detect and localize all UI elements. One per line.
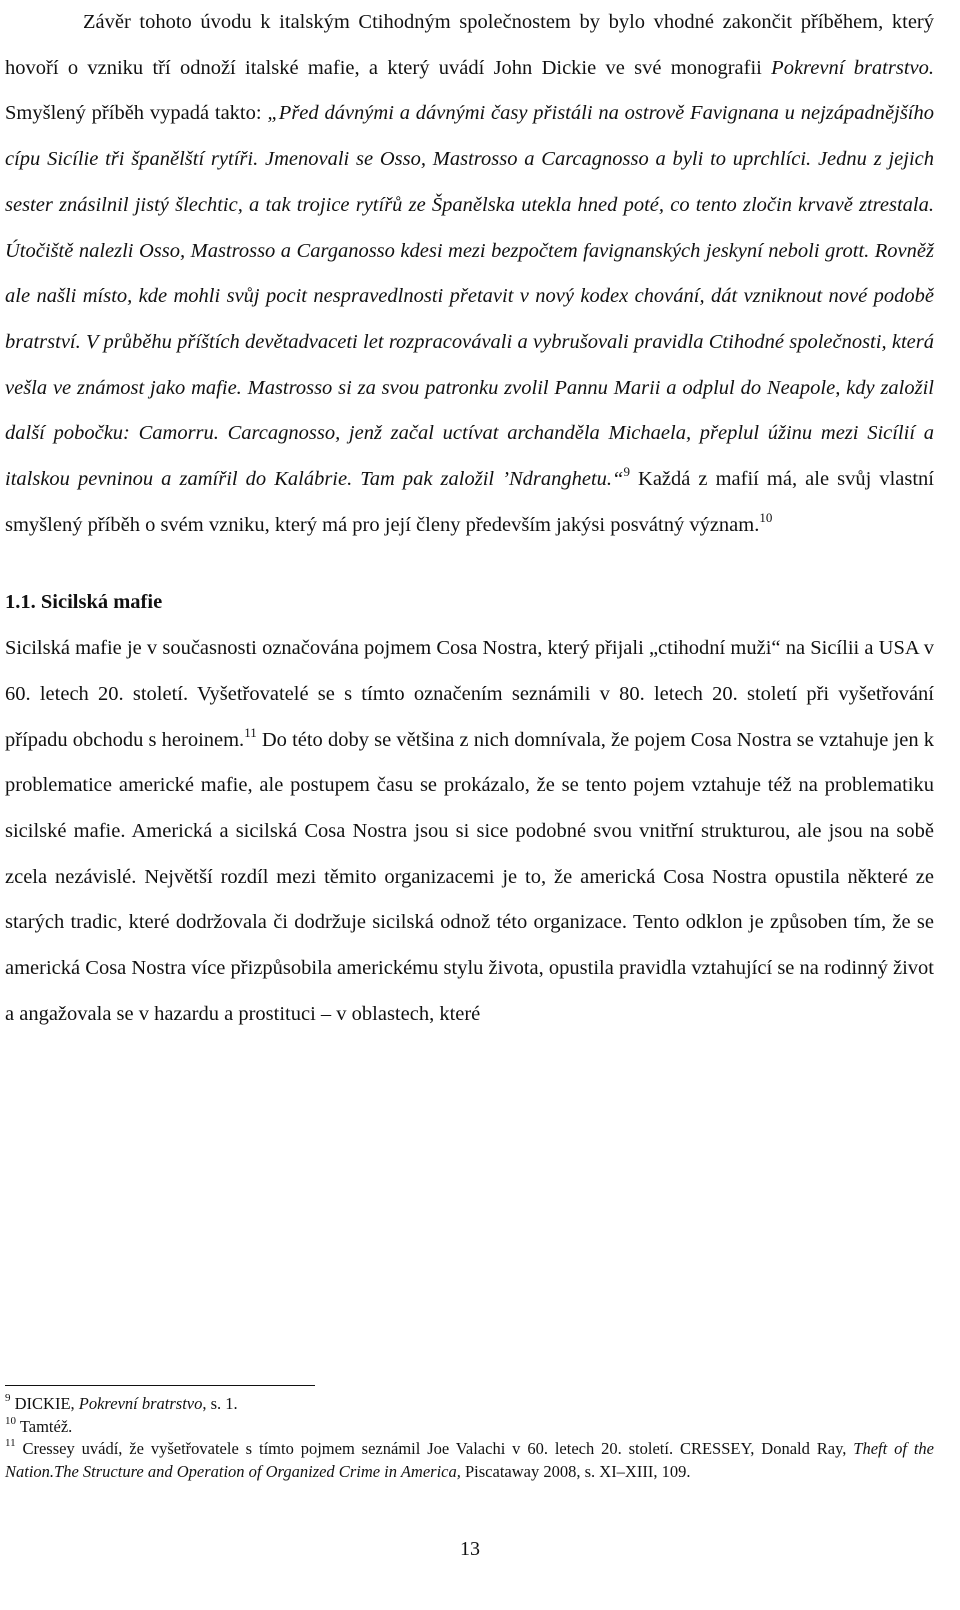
footnote-11: [5, 1438, 934, 1483]
footnote-ref-11[interactable]: 11: [244, 724, 257, 740]
footnote-text: Cressey uvádí, že vyšetřovatele s tímto pojmem seznámil Joe Valachi v 60. letech 20. století. CRESSEY, Donald Ray,: [15, 1439, 854, 1458]
footnote-book-title: Theft of the Nation.The Structure and Operation of Organized Crime in America,: [5, 1439, 934, 1481]
footnote-book-title: Pokrevní bratrstvo: [78, 1394, 203, 1413]
intro-paragraph: [5, 0, 934, 548]
footnote-10: [5, 1416, 934, 1439]
footnote-text: Tamtéž.: [16, 1416, 73, 1436]
page-number: 13: [460, 1538, 480, 1560]
legend-quote: „Před dávnými a dávnými časy přistáli na ostrově Favignana u nejzápadnějšího cípu Sicílie tři španělští rytíři. Jmenovali se Osso, Mastrosso a Carcagnosso a byli to uprchlíci. Jednu z jejich sester znásilnil jistý šlechtic, a tak trojice rytířů ze Španělska utekla hned poté, co tento zločin krvavě ztrestala. Útočiště nalezli Osso, Mastrosso a Carganosso kdesi mezi bezpočtem favignanských jeskyní neboli grott. Rovněž ale našli místo, kde mohli svůj pocit nespravedlnosti přetavit v nový kodex chování, dát vzniknout nové podobě bratrství. V průběhu příštích devětadvaceti let rozpracovávali a vybrušovali pravidla Ctihodné společnosti, která vešla ve známost jako mafie. Mastrosso si za svou patronku zvolil Pannu Marii a odplul do Neapole, kdy založil další pobočku: Camorru. Carcagnosso, jenž začal uctívat archanděla Michaela, přeplul úžinu mezi Sicílií a italskou pevninou a zamířil do Kalábrie. Tam pak založil ’Ndranghetu.“: [5, 102, 934, 491]
paragraph-text: Sicilská mafie je v současnosti označována pojmem Cosa Nostra, který přijali „ctihodní muži“ na Sicílii a USA v 60. letech 20. století. Vyšetřovatelé se s tímto označením seznámili v 80. letech 20. století při vyšetřování případu obchodu s heroinem.: [5, 637, 934, 751]
book-title: Pokrevní bratrstvo.: [771, 56, 934, 79]
sicilian-mafia-paragraph: [5, 626, 934, 1037]
footnote-text: Piscataway 2008, s. XI–XIII, 109.: [460, 1461, 691, 1481]
footnote-number: 11: [5, 1436, 16, 1449]
paragraph-text: Smyšlený příběh vypadá takto:: [5, 102, 268, 125]
paragraph-text: Závěr tohoto úvodu k italským Ctihodným společnostem by bylo vhodné zakončit příběhem, který hovoří o vzniku tří odnoží italské mafie, a který uvádí John Dickie ve své monografii: [5, 11, 934, 79]
footnote-text: , s. 1.: [202, 1394, 238, 1413]
footnotes: [5, 1393, 934, 1483]
footnote-separator: [5, 1385, 315, 1386]
footnote-9: [5, 1393, 934, 1416]
page-body: [5, 0, 934, 1037]
footnote-number: 9: [5, 1391, 11, 1404]
footnote-ref-10[interactable]: 10: [759, 509, 773, 525]
footnote-ref-9[interactable]: 9: [623, 463, 630, 479]
footnote-number: 10: [5, 1414, 16, 1427]
section-heading: 1.1. Sicilská mafie: [5, 591, 163, 614]
paragraph-text: Každá z mafií má, ale svůj vlastní smyšlený příběh o svém vzniku, který má pro její členy především jakýsi posvátný význam.: [5, 468, 934, 536]
footnote-text: DICKIE,: [10, 1394, 79, 1413]
paragraph-text: Do této doby se většina z nich domnívala, že pojem Cosa Nostra se vztahuje jen k problematice americké mafie, ale postupem času se prokázalo, že se tento pojem vztahuje též na problematiku sicilské mafie. Americká a sicilská Cosa Nostra jsou si sice podobné svou vnitřní strukturou, ale jsou na sobě zcela nezávislé. Největší rozdíl mezi těmito organizacemi je to, že americká Cosa Nostra opustila některé ze starých tradic, které dodržovala či dodržuje sicilská odnož této organizace. Tento odklon je způsoben tím, že se americká Cosa Nostra více přizpůsobila americkému stylu života, opustila pravidla vztahující se na rodinný život a angažovala se v hazardu a prostituci – v oblastech, které: [5, 728, 934, 1025]
